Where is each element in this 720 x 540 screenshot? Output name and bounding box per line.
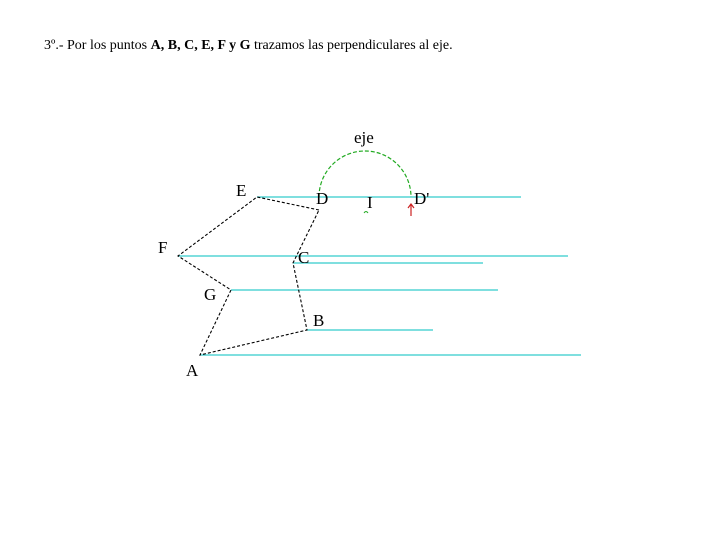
point-label-a: A <box>186 361 199 380</box>
polygon-outline <box>178 197 319 355</box>
symmetry-arc <box>319 151 411 197</box>
point-label-g: G <box>204 285 217 304</box>
point-label-c: C <box>298 248 310 267</box>
point-label-f: F <box>158 238 168 257</box>
center-label-i: I <box>367 193 373 212</box>
polygon-edges <box>178 197 319 355</box>
caption-prefix: 3º.- Por los puntos <box>44 38 151 53</box>
point-label-e: E <box>236 181 247 200</box>
point-label-d-prime: D' <box>414 189 430 208</box>
point-label-b: B <box>313 311 325 330</box>
perpendicular-lines <box>178 197 581 355</box>
axis-label: eje <box>354 128 374 147</box>
caption-suffix: trazamos las perpendiculares al eje. <box>250 38 453 53</box>
point-label-d: D <box>316 189 329 208</box>
caption-points: A, B, C, E, F y G <box>150 38 251 53</box>
